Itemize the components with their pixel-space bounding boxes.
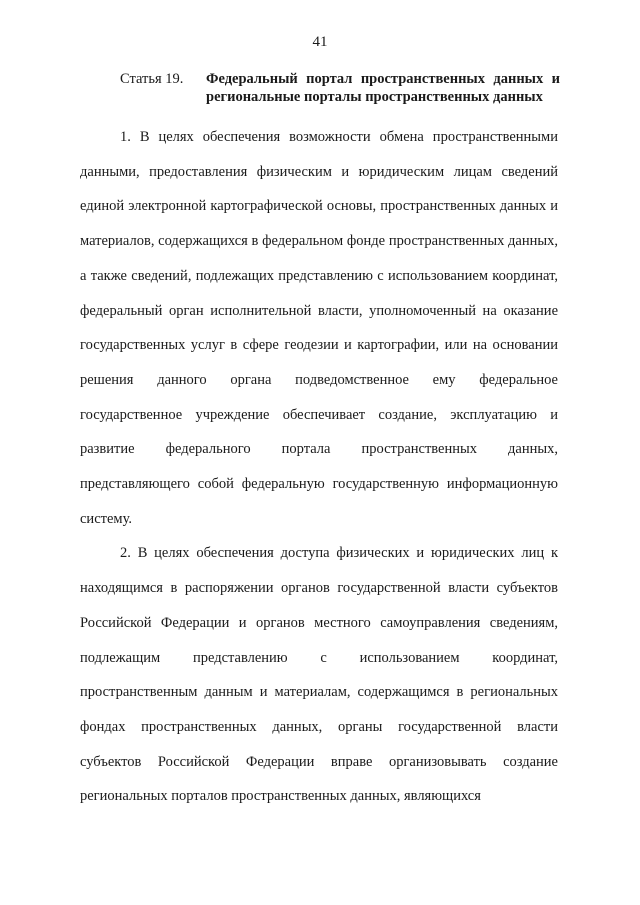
article-title: Федеральный портал пространственных данных и региональные порталы пространственных данных [206,71,560,105]
article-body [80,120,558,814]
page-number: 41 [312,34,328,50]
article-label: Статья 19. [120,71,184,87]
paragraph-2: 2. В целях обеспечения доступа физических и юридических лиц к находящимся в распоряжении органов государственной власти субъектов Российской Федерации и органов местного самоуправления сведениям, подлежащим представлению с использованием координат, пространственным данным и материалам, содержащимся в региональных фондах пространственных данных, органы государственной власти субъектов Российской Федерации вправе организовывать создание региональных порталов пространственных данных, являющихся [80,545,558,805]
paragraph-1: 1. В целях обеспечения возможности обмена пространственными данными, предоставления физическим и юридическим лицам сведений единой электронной картографической основы, пространственных данных и материалов, содержащихся в федеральном фонде пространственных данных, а также сведений, подлежащих представлению с использованием координат, федеральный орган исполнительной власти, уполномоченный на оказание государственных услуг в сфере геодезии и картографии, или на основании решения данного органа подведомственное ему федеральное государственное учреждение обеспечивает создание, эксплуатацию и развитие федерального портала пространственных данных, представляющего собой федеральную государственную информационную систему. [80,129,558,527]
